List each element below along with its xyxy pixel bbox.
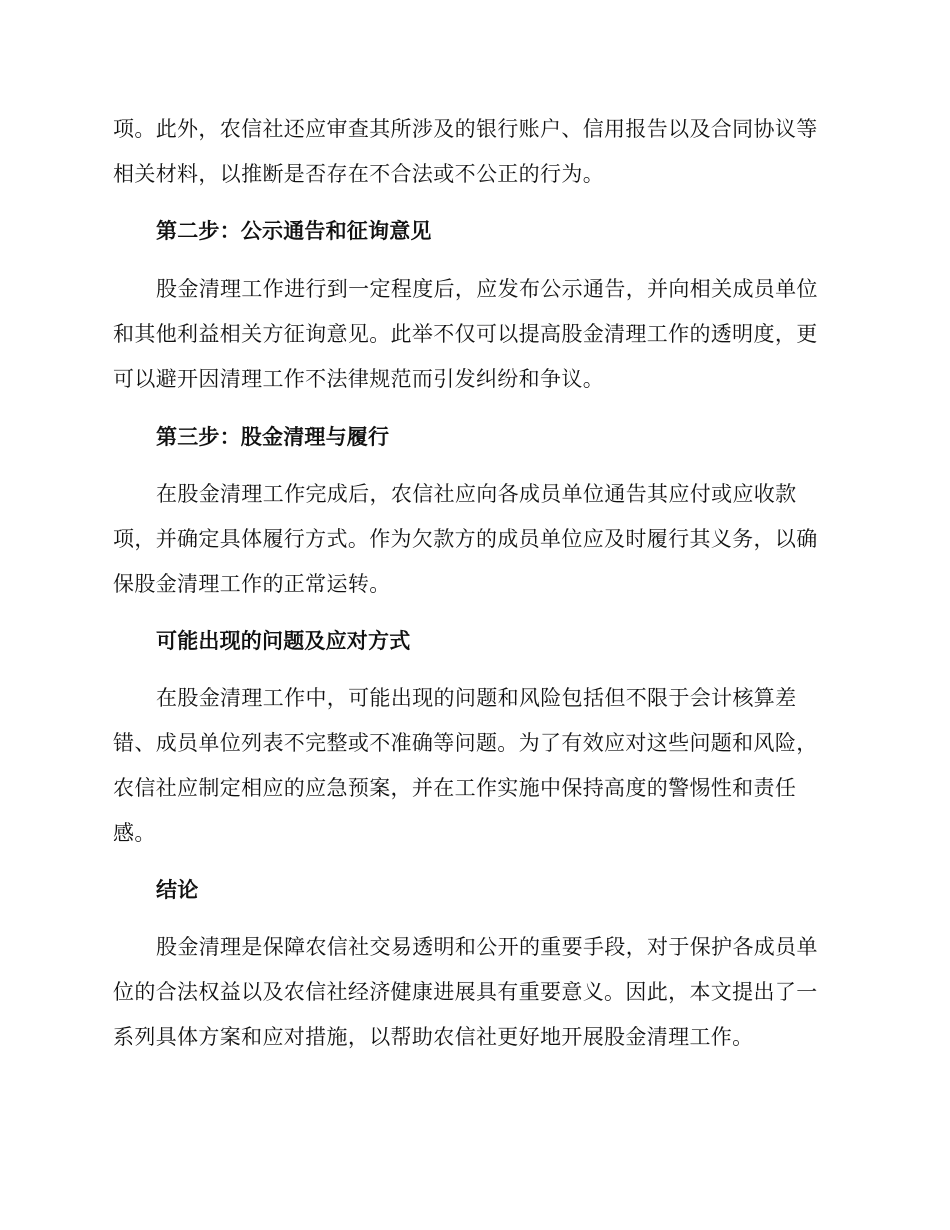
paragraph-step-3-line-2: 项，并确定具体履行方式。作为欠款方的成员单位应及时履行其义务，以确 bbox=[113, 527, 818, 551]
paragraph-intro-line-1: 项。此外，农信社还应审查其所涉及的银行账户、信用报告以及合同协议等 bbox=[113, 117, 818, 141]
paragraph-intro-line-2: 相关材料，以推断是否存在不合法或不公正的行为。 bbox=[113, 162, 605, 186]
heading-step-2: 第二步：公示通告和征询意见 bbox=[156, 219, 432, 243]
paragraph-problems-line-3: 农信社应制定相应的应急预案，并在工作实施中保持高度的警惕性和责任 bbox=[113, 776, 797, 800]
paragraph-problems-line-4: 感。 bbox=[113, 821, 156, 845]
paragraph-step-2-line-2: 和其他利益相关方征询意见。此举不仅可以提高股金清理工作的透明度，更 bbox=[113, 322, 818, 346]
paragraph-step-2-line-1: 股金清理工作进行到一定程度后，应发布公示通告，并向相关成员单位 bbox=[156, 277, 818, 301]
paragraph-step-3-line-1: 在股金清理工作完成后，农信社应向各成员单位通告其应付或应收款 bbox=[156, 482, 797, 506]
heading-step-3: 第三步：股金清理与履行 bbox=[156, 425, 390, 449]
paragraph-step-2-line-3: 可以避开因清理工作不法律规范而引发纠纷和争议。 bbox=[113, 367, 605, 391]
paragraph-conclusion-line-1: 股金清理是保障农信社交易透明和公开的重要手段，对于保护各成员单 bbox=[156, 935, 818, 959]
heading-conclusion: 结论 bbox=[156, 878, 199, 902]
paragraph-step-3-line-3: 保股金清理工作的正常运转。 bbox=[113, 572, 391, 596]
paragraph-conclusion-line-2: 位的合法权益以及农信社经济健康进展具有重要意义。因此，本文提出了一 bbox=[113, 980, 818, 1004]
paragraph-conclusion-line-3: 系列具体方案和应对措施，以帮助农信社更好地开展股金清理工作。 bbox=[113, 1025, 754, 1049]
heading-problems: 可能出现的问题及应对方式 bbox=[156, 629, 411, 653]
paragraph-problems-line-2: 错、成员单位列表不完整或不准确等问题。为了有效应对这些问题和风险， bbox=[113, 731, 818, 755]
paragraph-problems-line-1: 在股金清理工作中，可能出现的问题和风险包括但不限于会计核算差 bbox=[156, 686, 797, 710]
